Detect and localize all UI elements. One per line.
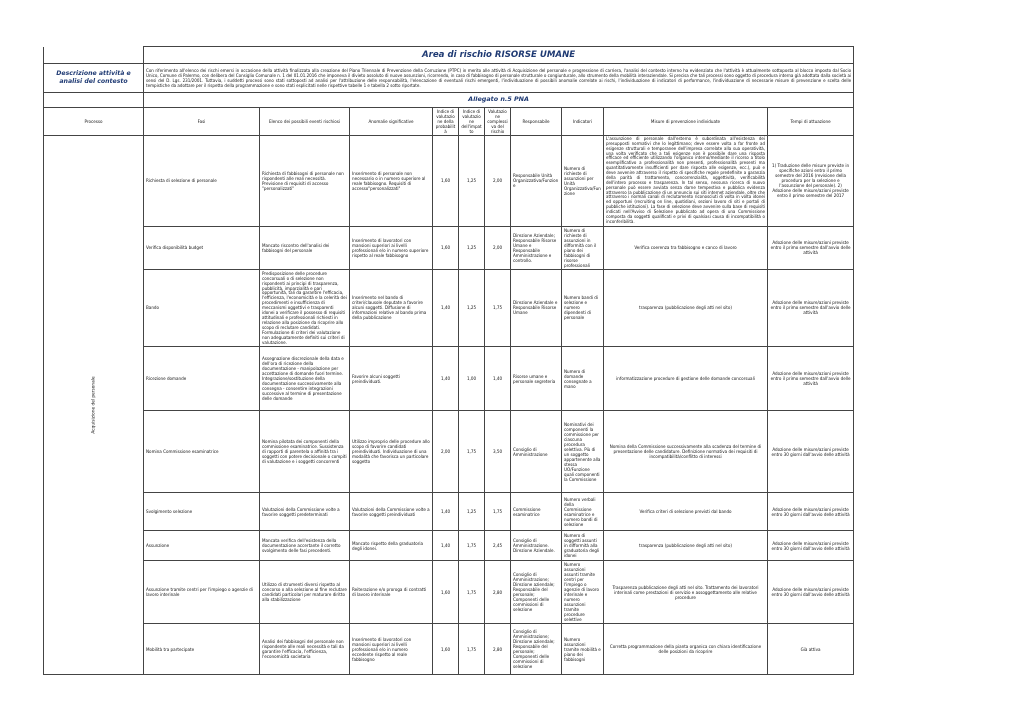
indicatori-cell: Numero assunzioni tramite mobilità e piano dei fabbisogni [562,624,604,675]
indicatori-cell: Numero di richieste di assunzioni in difformità con il piano dei fabbisogni di risorse professionali [562,226,604,269]
evento-cell: Mancato riscontro dell'analisi dei fabbisogni del personale [260,226,350,269]
anomalia-cell: Utilizzo improprio delle procedure allo scopo di favorire candidati preindividuati. Individuazione di una modalità che favorisca un particolare soggetto [350,411,433,493]
indicatori-cell: Numero di richieste di assunzioni per Unità Organizzativa/Funzione [562,135,604,226]
valutazione-cell: 2,00 [485,135,511,226]
misure-cell: L'assunzione di personale dall'esterno è subordinata all'esistenza dei presupposti normativi che lo legittimano; deve essere volta a far fronte ad esigenze strutturali e temporanee dell'impresa correlate alla sua operatività, una volta verificato che a tali esigenze non è possibile dare una risposta efficace ed efficiente utilizzando l'organico interno/mediante il ricorso a titolo esemplificativo a professionalità non presenti, professionalità presenti ma quantitativamente insufficienti per dare risposta alle esigenze, ecc.), può e deve avvenire attraverso il rispetto di specifiche regole predefinite a garanzia della parità di trattamento, concorrenzialità, oggettività, verificabilità dell'intero processo e trasparenza. In tal senso, nessuna ricerca di nuovo personale può essere avviata senza darne tempestiva e pubblica evidenza attraverso la pubblicazione di un annuncio sui siti internet aziendale, oltre che attraverso i normali canali di reclutamento riconosciuti di volta in volta idonei ed opportuni (recruiting on line, quotidiani, sezioni lavoro di siti e portali di pubbliche istituzioni). La fase di selezione deve avvenire sulla base di requisiti indicati nell'Avviso di Selezione pubblicato ad opera di una Commissione composta da soggetti qualificati e privi di qualsiasi causa di incompatibilità o inconferibilità. [604,135,768,226]
tempi-cell: Adozione delle misure/azioni previste entro 30 giorni dall'avvio delle attività [768,493,854,531]
tempi-cell: 1) Traduzione delle misure previste in specifiche azioni entro il primo semestre del 2016 (revisione della procedura per la selezione e l'assunzione del personale). 2) Adozione delle misure/azioni previste entro il primo semestre del 2017 [768,135,854,226]
tempi-cell: Adozione delle misure/azioni previste entro 30 giorni dall'avvio delle attività [768,531,854,561]
misure-cell: Trasparenza pubblicazione degli atti nel sito. Trattamento dei lavoratori interinali come prestazioni di servizio e assoggettamento alle relative procedure [604,561,768,624]
table-row [44,624,854,675]
responsabile-cell: Consiglio di Amministrazione; Direzione aziendale; Responsabile del personale; Componenti delle commissioni di selezione [511,624,562,675]
responsabile-cell: Responsabile Unità Organizzativa/Funzione [511,135,562,226]
anomalia-cell: Favorire alcuni soggetti preindividuati. [350,347,433,411]
valutazione-cell: 1,40 [485,347,511,411]
indicatori-cell: Numero bandi di selezione e numero dipendenti di personale [562,269,604,347]
misure-cell: Verifica criteri di selezione previsti dal bando [604,493,768,531]
header-processo: Processo [44,108,144,136]
evento-cell: Mancata verifica dell'esistenza della documentazione accertante il corretto svolgimento delle fasi precedenti. [260,531,350,561]
header-fasi: Fasi [144,108,260,136]
indicatori-cell: Numero di domande consegnate a mano [562,347,604,411]
impatto-cell: 1,25 [459,269,485,347]
fase-cell: Assunzione [144,531,260,561]
table-row [44,411,854,493]
anomalia-cell: Inserimento di lavoratori con mansioni superiori ai livelli professionali e/o in numero superiore rispetto al reale fabbisogno [350,226,433,269]
evento-cell: Nomina pilotata dei componenti della commissione esaminatrice. Sussistenza di rapporti di parentela o affinità tra i soggetti con potere decisionale o compiti di valutazione e i soggetti concorrenti [260,411,350,493]
fase-cell: Ricezione domande [144,347,260,411]
evento-cell: Assegnazione discrezionale della data e dell'ora di ricezione della documentazione - manipolazione per accettazione di domande fuori termine. Integrazione/sostituzione della documentazione successivamente alla consegna - consentire integrazioni successive al termine di presentazione delle domande [260,347,350,411]
probabilita-cell: 1,60 [433,561,459,624]
tempi-cell: Adozione delle misure/azioni previste entro il primo semestre dall'avvio delle attività [768,226,854,269]
tempi-cell: Adozione delle misure/azioni previste entro il primo semestre dall'avvio delle attività [768,347,854,411]
header-anomalie: Anomalie significative [350,108,433,136]
description-label: Descrizione attività e analisi del contesto [44,64,144,93]
table-row [44,347,854,411]
fase-cell: Mobilità tra partecipate [144,624,260,675]
tempi-cell: Adozione delle misure/azioni previste entro il primo semestre dall'avvio delle attività [768,269,854,347]
indicatori-cell: Numero verbali della Commissione esaminatrice e numero bandi di selezione [562,493,604,531]
fase-cell: Verifica disponibilità budget [144,226,260,269]
table-row [44,531,854,561]
header-indicatori: Indicatori [562,108,604,136]
responsabile-cell: Consiglio di Amministrazione; Direzione aziendale; Responsabile del personale; Componenti delle commissioni di selezione [511,561,562,624]
misure-cell: Nomina della Commissione successivamente alla scadenza del termine di presentazione delle candidature. Definizione normativa dei requisiti di incompatibilità/conflitto di interessi [604,411,768,493]
tempi-cell: Adozione delle misure/azioni previste entro 30 giorni dall'avvio delle attività [768,561,854,624]
misure-cell: trasparenza (pubblicazione degli atti nel sito) [604,531,768,561]
valutazione-cell: 2,80 [485,561,511,624]
table-row [44,493,854,531]
page-title: Area di rischio RISORSE UMANE [144,47,854,64]
responsabile-cell: Consiglio di Amministrazione [511,411,562,493]
probabilita-cell: 1,40 [433,347,459,411]
probabilita-cell: 1,40 [433,531,459,561]
header-complessiva: Valutazione complessiva del rischio [485,108,511,136]
risk-table [43,46,854,675]
anomalia-cell: Valutazioni della Commissione volte a favorire soggetti preindividuati [350,493,433,531]
valutazione-cell: 1,75 [485,493,511,531]
impatto-cell: 1,75 [459,624,485,675]
impatto-cell: 1,75 [459,531,485,561]
anomalia-cell: Reiterazione e/o proroga di contratti di lavoro interinale [350,561,433,624]
tempi-cell: Già attiva [768,624,854,675]
misure-cell: Corretta programmazione della pianta organica con chiara identificazione delle posizioni da ricoprire [604,624,768,675]
probabilita-cell: 1,60 [433,135,459,226]
valutazione-cell: 2,00 [485,226,511,269]
description-text: Con riferimento all'elenco dei rischi emersi in occasione della attività finalizzata alla creazione del Piano Triennale di Prevenzione della Corruzione (PTPC) in merito alle attività di Acquisizione del personale e progressione di carriera, l'analisi del contesto interno ha evidenziato che l'attività è attualmente sottoposta al blocco imposto dal Socio Unico, Comune di Palermo, con delibera del Consiglio Comunale n. 1 del 01.01.2016 che imponeva il divieto assoluto di nuove assunzioni, ricorrendo, in caso di fabbisogno di personale strutturale o congiunturale, allo strumento della mobilità interaziendale. Si precisa che tali processi sono oggetto di procedura interna già adottata dalla società ai sensi del D. Lgs. 231/2001. Tuttavia, i suddetti processi sono stati sottoposti ad analisi per l'attribuzione delle responsabilità, l'elencazione di eventuali rischi emergenti, l'individuazione di possibili anomalie correlate ai rischi, l'individuazione di indicatori di performance, l'individuazione di necessarie misure di prevenzione e scelta delle tempistiche da adottare per il rispetto della programmazione e sono stati esplicitati nelle rispettive tabelle 1 e tabella 2 sotto riportate. [144,64,854,93]
risk-table-sheet [43,46,853,675]
responsabile-cell: Direzione Aziendale e Responsabile Risorse Umane [511,269,562,347]
allegato-title: Allegato n.5 PNA [144,93,854,108]
table-row [44,269,854,347]
processo-cell [44,135,144,674]
valutazione-cell: 1,75 [485,269,511,347]
probabilita-cell: 1,60 [433,226,459,269]
valutazione-cell: 2,80 [485,624,511,675]
anomalia-cell: Inserimento di personale non necessario o in numero superiore al reale fabbisogno. Requisiti di accesso"personalizzati" [350,135,433,226]
evento-cell: Valutazioni della Commissione volte a favorire soggetti predeterminati [260,493,350,531]
evento-cell: Analisi dei fabbisogni del personale non rispondente alle reali necessità e tali da garantire l'efficacia, l'efficienza, l'economicità societaria [260,624,350,675]
header-row [44,108,854,136]
impatto-cell: 1,75 [459,411,485,493]
table-row [44,561,854,624]
impatto-cell: 1,25 [459,226,485,269]
anomalia-cell: Mancato rispetto della graduatoria degli idonei. [350,531,433,561]
evento-cell: Richiesta di fabbisogni di personale non rispondenti alle reali necessità. Previsione di requisiti di accesso "personalizzati" [260,135,350,226]
probabilita-cell: 1,40 [433,493,459,531]
header-responsabile: Responsabile [511,108,562,136]
fase-cell: Richiesta di selezione di personale [144,135,260,226]
probabilita-cell: 2,00 [433,411,459,493]
processo-label: Acquisizione del personale [90,376,96,434]
impatto-cell: 1,75 [459,561,485,624]
misure-cell: Verifica coerenza tra fabbisogno e canco di lavoro [604,226,768,269]
misure-cell: informatizzazione procedure di gestione delle domande concorsuali [604,347,768,411]
misure-cell: trasparenza (pubblicazione degli atti nel sito) [604,269,768,347]
indicatori-cell: Nominativi dei componenti la commissione per ciascuna procedura selettiva. Più di un soggetto appartenente alla stessa UO/Funzione quali componenti la Commissione [562,411,604,493]
header-misure: Misure di prevenzione individuate [604,108,768,136]
valutazione-cell: 2,45 [485,531,511,561]
fase-cell: Assunzione tramite centri per l'impiego o agenzie di lavoro interinale [144,561,260,624]
fase-cell: Nomina Commissione esaminatrice [144,411,260,493]
header-probabilita: Indice di valutazione della probabilità [433,108,459,136]
responsabile-cell: Risorse umane e personale segreteria [511,347,562,411]
impatto-cell: 1,25 [459,135,485,226]
anomalia-cell: Inserimento di lavoratori con mansioni superiori ai livelli professionali e/o in numero eccedente rispetto al reale fabbisogno [350,624,433,675]
fase-cell: Svolgimento selezione [144,493,260,531]
evento-cell: Predisposizione delle procedure concorsuali o di selezione non rispondenti ai principi di trasparenza, pubblicità, imparzialità e pari opportunità, tali da garantire l'efficacia, l'efficienza, l'economicità e la celerità dei procedimenti e insufficienza di meccanismi oggettivi e trasparenti idonei a verificare il possesso di requisiti attitudinali e professionali richiesti in relazione alla posizione da ricoprire allo scopo di reclutare candidati. Formulazione di criteri dei valutazione non adeguatamente definiti sui criteri di valutazione. [260,269,350,347]
table-row [44,135,854,226]
header-tempi: Tempi di attuazione [768,108,854,136]
valutazione-cell: 3,50 [485,411,511,493]
tempi-cell: Adozione delle misure/azioni previste entro 30 giorni dall'avvio delle attività [768,411,854,493]
responsabile-cell: Consiglio di Amministrazione. Direzione Aziendale. [511,531,562,561]
responsabile-cell: Commissione esaminatrice [511,493,562,531]
table-row [44,226,854,269]
impatto-cell: 1,00 [459,347,485,411]
probabilita-cell: 1,40 [433,269,459,347]
header-impatto: Indice di valutazione dell'impatto [459,108,485,136]
probabilita-cell: 1,60 [433,624,459,675]
evento-cell: Utilizzo di strumenti diversi rispetto al concorso o alla selezione al fine reclutare candidati particolari per maturare diritto alla stabilizzazione [260,561,350,624]
responsabile-cell: Direzione Aziendale; Responsabile Risorse Umane e Responsabile Amministrazione e controllo. [511,226,562,269]
fase-cell: Bando [144,269,260,347]
indicatori-cell: Numero di soggetti assunti in difformità alla graduatoria degli idonei [562,531,604,561]
anomalia-cell: Inserimento nel bando di criteri/clausole deputate a favorire alcuni soggetti. Diffusione di informazioni relative al bando prima della pubblicazione [350,269,433,347]
header-eventi: Elenco dei possibili eventi rischiosi [260,108,350,136]
indicatori-cell: Numero assunzioni assunti tramite centri per l'impiego o agenzie di lavoro interinale e numero assunzioni tramite procedure selettive [562,561,604,624]
impatto-cell: 1,25 [459,493,485,531]
